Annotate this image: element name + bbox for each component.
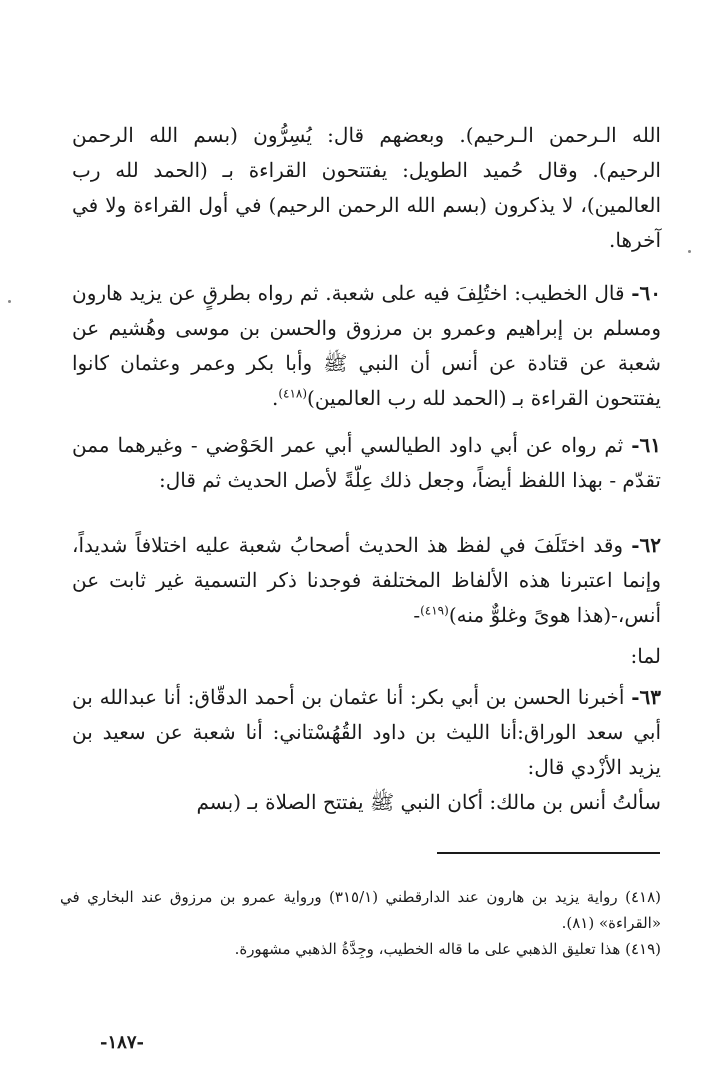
paragraph-text: الله الـرحمن الـرحيم). وبعضهم قال: يُسِرُّون (بسم الله الرحمن الرحيم). وقال حُميد الطويل: يفتتحون القراءة بـ (الحمد لله رب العالمين)، لا يذكرون (بسم الله الرحمن الرحيم) في أول القراءة ولا في آخرها. (72, 123, 661, 252)
paragraph-number: ٦٣- (631, 685, 661, 709)
paragraph-text: أخبرنا الحسن بن أبي بكر: أنا عثمان بن أحمد الدقّاق: أنا عبدالله بن أبي سعد الوراق:أنا الليث بن داود القُهُسْتاني: أنا شعبة عن سعيد بن يزيد الأزْدي قال: (72, 685, 661, 779)
paragraph-text: لما: (630, 644, 661, 668)
footnote-ref-418[interactable]: (٤١٨) (278, 386, 308, 401)
paragraph-question (72, 785, 661, 820)
main-text (72, 118, 661, 820)
scan-speck (8, 300, 11, 303)
paragraph-62 (72, 528, 661, 633)
paragraph-text: قال الخطيب: اختُلِفَ فيه على شعبة. ثم رواه بطرقٍ عن يزيد هارون ومسلم بن إبراهيم وعمرو بن مرزوق والحسن بن موسى وهُشيم عن شعبة عن قتادة عن أنس أن النبي ﷺ وأبا بكر وعمر وعثمان كانوا يفتتحون القراءة بـ (الحمد لله رب العالمين) (72, 281, 661, 410)
footnote-419: (٤١٩) هذا تعليق الذهبي على ما قاله الخطيب، وجِدَّةُ الذهبي مشهورة. (234, 940, 661, 958)
paragraph-end: . (271, 386, 279, 410)
paragraph-text: وقد اختَلَفَ في لفظ هذ الحديث أصحابُ شعبة عليه اختلافاً شديداً، وإنما اعتبرنا هذه الألفاظ المختلفة فوجدنا ذكر التسمية غير ثابت عن أنس،-(هذا هوىً وغلوٌّ منه) (72, 533, 661, 627)
paragraph-number: ٦٠- (631, 281, 661, 305)
paragraph-61 (72, 428, 661, 498)
paragraph-60 (72, 276, 661, 416)
page-number: -١٨٧- (100, 1032, 144, 1053)
paragraph-text: ثم رواه عن أبي داود الطيالسي أبي عمر الحَوْضي - وغيرهما ممن تقدّم - بهذا اللفظ أيضاً، وجعل ذلك عِلّةً لأصل الحديث ثم قال: (72, 433, 661, 492)
footnote-ref-419[interactable]: (٤١٩) (420, 603, 449, 618)
paragraph-number: ٦٢- (631, 533, 661, 557)
paragraph-number: ٦١- (631, 433, 661, 457)
paragraph-continuation (72, 118, 661, 258)
scan-speck (688, 250, 691, 253)
paragraph-text: سألتُ أنس بن مالك: أكان النبي ﷺ يفتتح الصلاة بـ (بسم (196, 790, 661, 814)
footnote-divider (437, 852, 660, 854)
footnote-418: (٤١٨) رواية يزيد بن هارون عند الدارقطني (٣١٥/١) ورواية عمرو بن مرزوق عند البخاري في «القراءة» (٨١). (60, 888, 662, 932)
footnotes (60, 884, 661, 962)
paragraph-lamma (72, 639, 661, 674)
paragraph-63 (72, 680, 661, 785)
paragraph-end: - (413, 603, 421, 627)
